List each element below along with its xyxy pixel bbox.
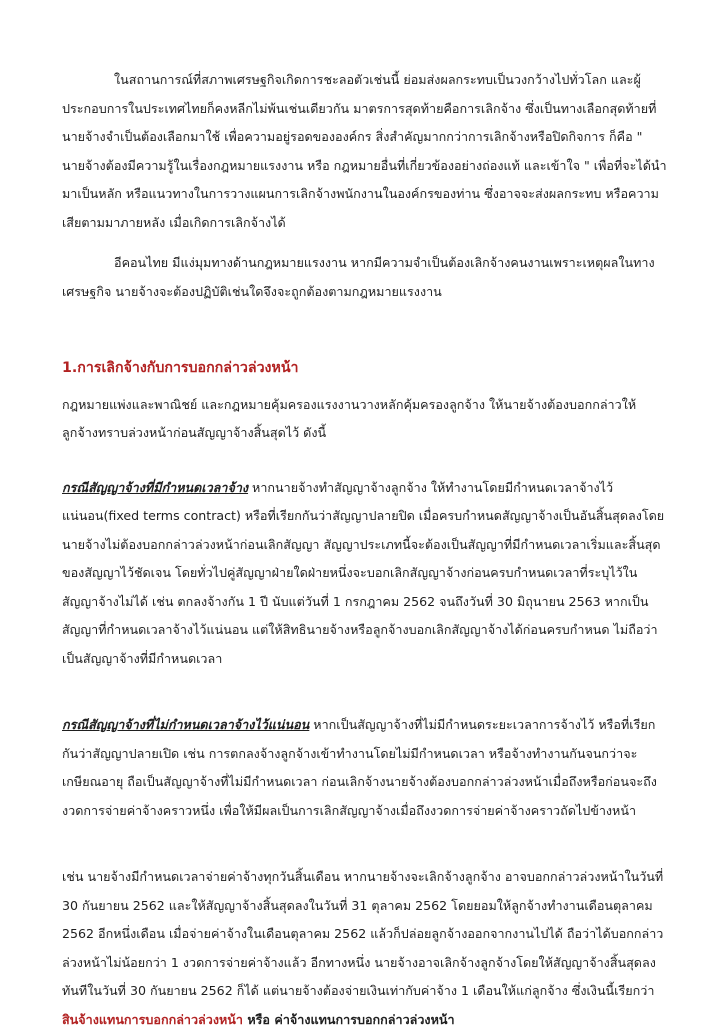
case-fixed-term-text: หากนายจ้างทำสัญญาจ้างลูกจ้าง ให้ทำงานโดยมีกำหนดเวลาจ้างไว้แน่นอน(fixed terms contract) หรือที่เรียกกันว่าสัญญาปลายปิด เมื่อครบกำหนดสัญญาจ้างเป็นอันสิ้นสุดลงโดยนายจ้างไม่ต้องบอกกล่าวล่วงหน้าก่อนเลิกสัญญา สัญญาประเภทนี้จะต้องเป็นสัญญาที่มีกำหนดเวลาเริ่มและสิ้นสุดของสัญญาไว้ชัดเจน โดยทั่วไปคู่สัญญาฝ่ายใดฝ่ายหนึ่งจะบอกเลิกสัญญาจ้างก่อนครบกำหนดเวลาที่ระบุไว้ในสัญญาจ้างไม่ได้ เช่น ตกลงจ้างกัน 1 ปี นับแต่วันที่ 1 กรกฎาคม 2562 จนถึงวันที่ 30 มิถุนายน 2563 หากเป็นสัญญาที่กำหนดเวลาจ้างไว้แน่นอน แต่ให้สิทธินายจ้างหรือลูกจ้างบอกเลิกสัญญาจ้างได้ก่อนครบกำหนด ไม่ถือว่าเป็นสัญญาจ้างที่มีกำหนดเวลา <box>62 479 665 666</box>
section-lead-paragraph: กฎหมายแพ่งและพาณิชย์ และกฎหมายคุ้มครองแรงงานวางหลักคุ้มครองลูกจ้าง ให้นายจ้างต้องบอกกล่าวให้ลูกจ้างทราบล่วงหน้าก่อนสัญญาจ้างสิ้นสุดไว้ ดังนี้ <box>62 396 637 440</box>
intro-paragraph-1: ในสถานการณ์ที่สภาพเศรษฐกิจเกิดการชะลอตัวเช่นนี้ ย่อมส่งผลกระทบเป็นวงกว้างไปทั่วโลก และผู้ประกอบการในประเทศไทยก็คงหลีกไม่พ้นเช่นเดียวกัน มาตรการสุดท้ายคือการเลิกจ้าง ซึ่งเป็นทางเลือกสุดท้ายที่นายจ้างจำเป็นต้องเลือกมาใช้ เพื่อความอยู่รอดขององค์กร สิ่งสำคัญมากกว่าการเลิกจ้างหรือปิดกิจการ ก็คือ " นายจ้างต้องมีความรู้ในเรื่องกฎหมายแรงงาน หรือ กฎหมายอื่นที่เกี่ยวข้องอย่างถ่องแท้ และเข้าใจ " เพื่อที่จะได้นำมาเป็นหลัก หรือแนวทางในการวางแผนการเลิกจ้างพนักงานในองค์กรของท่าน ซึ่งอาจจะส่งผลกระทบ หรือความเสียตามมาภายหลัง เมื่อเกิดการเลิกจ้างได้ <box>62 72 667 230</box>
case-open-term-text: หากเป็นสัญญาจ้างที่ไม่มีกำหนดระยะเวลาการจ้างไว้ หรือที่เรียกกันว่าสัญญาปลายเปิด เช่น การตกลงจ้างลูกจ้างเข้าทำงานโดยไม่มีกำหนดเวลา หรือจ้างทำงานกันจนกว่าจะเกษียณอายุ ถือเป็นสัญญาจ้างที่ไม่มีกำหนดเวลา ก่อนเลิกจ้างนายจ้างต้องบอกกล่าวล่วงหน้าเมื่อถึงหรือก่อนจะถึงงวดการจ่ายค่าจ้างคราวหนึ่ง เพื่อให้มีผลเป็นการเลิกสัญญาจ้างเมื่อถึงงวดการจ่ายค่าจ้างคราวถัดไปข้างหน้า <box>62 717 657 818</box>
example-text: เช่น นายจ้างมีกำหนดเวลาจ่ายค่าจ้างทุกวันสิ้นเดือน หากนายจ้างจะเลิกจ้างลูกจ้าง อาจบอกกล่าวล่วงหน้าในวันที่ 30 กันยายน 2562 และให้สัญญาจ้างสิ้นสุดลงในวันที่ 31 ตุลาคม 2562 โดยยอมให้ลูกจ้างทำงานเดือนตุลาคม 2562 อีกหนึ่งเดือน เมื่อจ่ายค่าจ้างในเดือนตุลาคม 2562 แล้วก็ปล่อยลูกจ้างออกจากงานไปได้ ถือว่าได้บอกกล่าวล่วงหน้าไม่น้อยกว่า 1 งวดการจ่ายค่าจ้างแล้ว อีกทางหนึ่ง นายจ้างอาจเลิกจ้างลูกจ้างโดยให้สัญญาจ้างสิ้นสุดลงทันทีในวันที่ 30 กันยายน 2562 ก็ได้ แต่นายจ้างต้องจ่ายเงินเท่ากับค่าจ้าง 1 เดือนให้แก่ลูกจ้าง ซึ่งเงินนี้เรียกว่า <box>62 869 664 998</box>
case-open-term-label: กรณีสัญญาจ้างที่ไม่กำหนดเวลาจ้างไว้แน่นอน <box>62 717 310 732</box>
payment-in-lieu-term: สินจ้างแทนการบอกกล่าวล่วงหน้า <box>62 1011 243 1027</box>
section-heading: 1.การเลิกจ้างกับการบอกกล่าวล่วงหน้า <box>62 360 299 376</box>
wage-in-lieu-term: ค่าจ้างแทนการบอกกล่าวล่วงหน้า <box>274 1011 455 1027</box>
case-open-term-paragraph <box>62 711 671 825</box>
example-paragraph <box>62 863 671 1034</box>
case-fixed-term-paragraph <box>62 474 671 674</box>
intro-paragraph-2: อีคอนไทย มีแง่มุมทางด้านกฎหมายแรงงาน หากมีความจำเป็นต้องเลิกจ้างคนงานเพราะเหตุผลในทางเศรษฐกิจ นายจ้างจะต้องปฏิบัติเช่นใดจึงจะถูกต้องตามกฎหมายแรงงาน <box>62 255 655 299</box>
case-fixed-term-label: กรณีสัญญาจ้างที่มีกำหนดเวลาจ้าง <box>62 479 249 495</box>
or-connector: หรือ <box>242 1011 275 1027</box>
